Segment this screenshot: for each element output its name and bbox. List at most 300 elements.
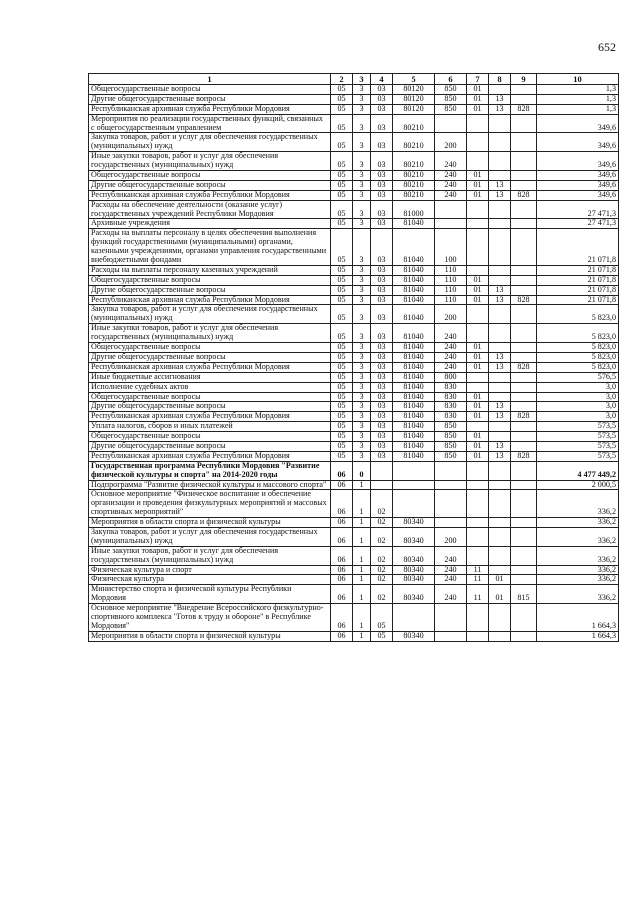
column-header: 3 — [353, 74, 371, 85]
col-4-cell: 03 — [371, 219, 393, 229]
col-2-cell: 05 — [331, 285, 353, 295]
col-7-cell — [467, 324, 489, 343]
col-8-cell — [489, 152, 511, 171]
table-row — [89, 104, 619, 114]
col-4-cell: 05 — [371, 631, 393, 641]
table-row — [89, 480, 619, 490]
row-name: Расходы на обеспечение деятельности (оказание услуг) государственных учреждений Республики Мордовия — [89, 200, 331, 219]
table-row — [89, 631, 619, 641]
col-2-cell: 05 — [331, 402, 353, 412]
row-name: Республиканская архивная служба Республики Мордовия — [89, 104, 331, 114]
col-6-cell: 240 — [435, 585, 467, 604]
col-3-cell: 3 — [353, 229, 371, 266]
col-2-cell: 06 — [331, 546, 353, 565]
col-4-cell: 02 — [371, 527, 393, 546]
col-5-cell: 80340 — [393, 518, 435, 528]
table-row — [89, 352, 619, 362]
col-8-cell — [489, 372, 511, 382]
amount-cell: 336,2 — [537, 546, 619, 565]
col-8-cell — [489, 480, 511, 490]
amount-cell: 21 071,8 — [537, 295, 619, 305]
row-name: Основное мероприятие "Физическое воспитание и обеспечение организации и проведения физкультурных мероприятий и массовых спортивных мероприятий" — [89, 490, 331, 518]
col-2-cell: 05 — [331, 219, 353, 229]
col-3-cell: 3 — [353, 275, 371, 285]
amount-cell: 349,6 — [537, 133, 619, 152]
amount-cell: 573,5 — [537, 432, 619, 442]
col-3-cell: 1 — [353, 565, 371, 575]
col-8-cell — [489, 432, 511, 442]
col-5-cell: 80340 — [393, 527, 435, 546]
col-5-cell: 80120 — [393, 104, 435, 114]
col-6-cell: 850 — [435, 432, 467, 442]
col-4-cell: 03 — [371, 85, 393, 95]
col-8-cell: 13 — [489, 402, 511, 412]
col-6-cell — [435, 219, 467, 229]
row-name: Закупка товаров, работ и услуг для обеспечения государственных (муниципальных) нужд — [89, 305, 331, 324]
col-8-cell: 01 — [489, 575, 511, 585]
col-2-cell: 05 — [331, 441, 353, 451]
col-5-cell: 81040 — [393, 412, 435, 422]
table-row — [89, 275, 619, 285]
col-9-cell — [511, 285, 537, 295]
row-name: Государственная программа Республики Мордовия "Развитие физической культуры и спорта" на 2014-2020 годы — [89, 461, 331, 480]
row-name: Мероприятия по реализации государственных функций, связанных с общегосударственным управлением — [89, 114, 331, 133]
col-8-cell: 13 — [489, 295, 511, 305]
col-5-cell: 81040 — [393, 219, 435, 229]
col-6-cell: 240 — [435, 171, 467, 181]
col-3-cell: 3 — [353, 285, 371, 295]
col-3-cell: 3 — [353, 352, 371, 362]
col-7-cell — [467, 152, 489, 171]
col-8-cell — [489, 275, 511, 285]
col-6-cell: 240 — [435, 190, 467, 200]
col-6-cell — [435, 114, 467, 133]
col-7-cell: 01 — [467, 441, 489, 451]
col-5-cell: 80340 — [393, 575, 435, 585]
budget-table — [88, 73, 619, 642]
col-8-cell — [489, 200, 511, 219]
col-7-cell — [467, 527, 489, 546]
table-row — [89, 565, 619, 575]
col-8-cell: 13 — [489, 285, 511, 295]
col-9-cell — [511, 343, 537, 353]
amount-cell: 21 071,8 — [537, 265, 619, 275]
col-6-cell: 240 — [435, 546, 467, 565]
col-3-cell: 3 — [353, 219, 371, 229]
col-6-cell: 850 — [435, 441, 467, 451]
col-3-cell: 3 — [353, 441, 371, 451]
table-row — [89, 546, 619, 565]
col-5-cell: 81040 — [393, 441, 435, 451]
col-3-cell: 3 — [353, 324, 371, 343]
row-name: Республиканская архивная служба Республики Мордовия — [89, 362, 331, 372]
col-6-cell: 200 — [435, 133, 467, 152]
col-3-cell: 3 — [353, 94, 371, 104]
col-4-cell: 03 — [371, 432, 393, 442]
row-name: Республиканская архивная служба Республики Мордовия — [89, 412, 331, 422]
amount-cell: 5 823,0 — [537, 352, 619, 362]
col-9-cell — [511, 372, 537, 382]
col-3-cell: 1 — [353, 631, 371, 641]
table-header-row — [89, 74, 619, 85]
col-6-cell: 850 — [435, 85, 467, 95]
col-7-cell — [467, 372, 489, 382]
table-row — [89, 190, 619, 200]
amount-cell: 576,5 — [537, 372, 619, 382]
col-4-cell: 03 — [371, 114, 393, 133]
row-name: Иные бюджетные ассигнования — [89, 372, 331, 382]
col-8-cell — [489, 518, 511, 528]
row-name: Другие общегосударственные вопросы — [89, 180, 331, 190]
col-8-cell — [489, 392, 511, 402]
col-2-cell: 05 — [331, 200, 353, 219]
col-9-cell — [511, 527, 537, 546]
col-9-cell — [511, 324, 537, 343]
table-row — [89, 171, 619, 181]
col-6-cell: 200 — [435, 305, 467, 324]
col-5-cell: 81040 — [393, 432, 435, 442]
row-name: Другие общегосударственные вопросы — [89, 441, 331, 451]
col-2-cell: 05 — [331, 392, 353, 402]
col-2-cell: 05 — [331, 422, 353, 432]
col-2-cell: 05 — [331, 85, 353, 95]
col-5-cell: 81040 — [393, 372, 435, 382]
col-2-cell: 05 — [331, 265, 353, 275]
col-5-cell: 80120 — [393, 85, 435, 95]
col-4-cell: 03 — [371, 362, 393, 372]
table-row — [89, 343, 619, 353]
col-6-cell: 850 — [435, 422, 467, 432]
col-5-cell: 80120 — [393, 94, 435, 104]
row-name: Общегосударственные вопросы — [89, 343, 331, 353]
col-5-cell: 80210 — [393, 133, 435, 152]
row-name: Архивные учреждения — [89, 219, 331, 229]
col-7-cell — [467, 305, 489, 324]
amount-cell: 336,2 — [537, 575, 619, 585]
col-6-cell — [435, 200, 467, 219]
col-2-cell: 06 — [331, 631, 353, 641]
col-5-cell: 80210 — [393, 190, 435, 200]
amount-cell: 349,6 — [537, 152, 619, 171]
col-9-cell — [511, 565, 537, 575]
amount-cell: 1 664,3 — [537, 631, 619, 641]
col-7-cell: 01 — [467, 392, 489, 402]
col-7-cell: 01 — [467, 171, 489, 181]
row-name: Основное мероприятие "Внедрение Всероссийского физкультурно-спортивного комплекса "Готов к труду и обороне" в Республике Мордовия" — [89, 604, 331, 632]
col-2-cell: 05 — [331, 229, 353, 266]
col-6-cell: 110 — [435, 285, 467, 295]
table-row — [89, 422, 619, 432]
table-row — [89, 133, 619, 152]
col-7-cell: 11 — [467, 565, 489, 575]
col-5-cell: 80210 — [393, 171, 435, 181]
col-7-cell: 01 — [467, 343, 489, 353]
row-name: Иные закупки товаров, работ и услуг для обеспечения государственных (муниципальных) нужд — [89, 324, 331, 343]
col-3-cell: 3 — [353, 171, 371, 181]
col-9-cell — [511, 133, 537, 152]
col-2-cell: 06 — [331, 461, 353, 480]
col-6-cell — [435, 461, 467, 480]
col-4-cell: 03 — [371, 104, 393, 114]
col-6-cell: 830 — [435, 412, 467, 422]
col-2-cell: 05 — [331, 432, 353, 442]
col-7-cell: 01 — [467, 295, 489, 305]
col-9-cell: 815 — [511, 585, 537, 604]
col-3-cell: 3 — [353, 392, 371, 402]
col-2-cell: 06 — [331, 604, 353, 632]
col-5-cell: 81040 — [393, 229, 435, 266]
row-name: Республиканская архивная служба Республики Мордовия — [89, 295, 331, 305]
col-3-cell: 3 — [353, 265, 371, 275]
col-3-cell: 0 — [353, 461, 371, 480]
amount-cell: 5 823,0 — [537, 305, 619, 324]
col-9-cell — [511, 152, 537, 171]
col-6-cell: 240 — [435, 343, 467, 353]
table-row — [89, 575, 619, 585]
col-7-cell — [467, 133, 489, 152]
col-5-cell: 81040 — [393, 285, 435, 295]
col-2-cell: 05 — [331, 171, 353, 181]
col-7-cell: 01 — [467, 285, 489, 295]
col-2-cell: 06 — [331, 575, 353, 585]
col-3-cell: 1 — [353, 518, 371, 528]
col-5-cell: 81040 — [393, 324, 435, 343]
col-7-cell — [467, 422, 489, 432]
col-7-cell — [467, 604, 489, 632]
col-3-cell: 3 — [353, 422, 371, 432]
col-7-cell — [467, 200, 489, 219]
col-8-cell: 13 — [489, 362, 511, 372]
table-row — [89, 432, 619, 442]
col-5-cell: 81040 — [393, 402, 435, 412]
col-7-cell — [467, 229, 489, 266]
col-8-cell — [489, 114, 511, 133]
row-name: Физическая культура и спорт — [89, 565, 331, 575]
col-3-cell: 1 — [353, 480, 371, 490]
col-4-cell: 03 — [371, 200, 393, 219]
col-9-cell — [511, 480, 537, 490]
amount-cell: 5 823,0 — [537, 343, 619, 353]
col-5-cell: 81040 — [393, 422, 435, 432]
col-5-cell: 81040 — [393, 362, 435, 372]
table-row — [89, 461, 619, 480]
col-9-cell — [511, 402, 537, 412]
col-9-cell: 828 — [511, 190, 537, 200]
col-2-cell: 05 — [331, 412, 353, 422]
table-row — [89, 94, 619, 104]
col-2-cell: 06 — [331, 480, 353, 490]
col-9-cell — [511, 461, 537, 480]
col-2-cell: 05 — [331, 451, 353, 461]
row-name: Расходы на выплаты персоналу казенных учреждений — [89, 265, 331, 275]
col-4-cell: 03 — [371, 441, 393, 451]
col-8-cell — [489, 324, 511, 343]
col-2-cell: 05 — [331, 305, 353, 324]
col-4-cell: 03 — [371, 265, 393, 275]
row-name: Закупка товаров, работ и услуг для обеспечения государственных (муниципальных) нужд — [89, 527, 331, 546]
col-6-cell — [435, 631, 467, 641]
col-6-cell — [435, 604, 467, 632]
row-name: Исполнение судебных актов — [89, 382, 331, 392]
table-row — [89, 229, 619, 266]
col-2-cell: 05 — [331, 275, 353, 285]
col-4-cell: 03 — [371, 305, 393, 324]
col-4-cell: 03 — [371, 343, 393, 353]
amount-cell: 349,6 — [537, 190, 619, 200]
amount-cell: 1,3 — [537, 94, 619, 104]
col-7-cell: 01 — [467, 85, 489, 95]
table-row — [89, 451, 619, 461]
table-row — [89, 324, 619, 343]
col-8-cell — [489, 422, 511, 432]
col-7-cell: 01 — [467, 362, 489, 372]
col-3-cell: 1 — [353, 490, 371, 518]
row-name: Расходы на выплаты персоналу в целях обеспечения выполнения функций государственными (муниципальными) органами, казенными учреждениями, органами управления государственными внебюджетными фондами — [89, 229, 331, 266]
amount-cell: 573,5 — [537, 451, 619, 461]
col-5-cell: 81040 — [393, 305, 435, 324]
col-4-cell: 03 — [371, 133, 393, 152]
col-4-cell: 03 — [371, 229, 393, 266]
col-8-cell — [489, 219, 511, 229]
amount-cell: 573,5 — [537, 441, 619, 451]
col-6-cell: 240 — [435, 152, 467, 171]
col-4-cell: 03 — [371, 451, 393, 461]
col-8-cell: 13 — [489, 104, 511, 114]
col-5-cell: 80340 — [393, 546, 435, 565]
col-8-cell: 13 — [489, 451, 511, 461]
column-header: 8 — [489, 74, 511, 85]
col-6-cell — [435, 480, 467, 490]
column-header: 9 — [511, 74, 537, 85]
col-3-cell: 3 — [353, 432, 371, 442]
col-4-cell: 03 — [371, 372, 393, 382]
col-4-cell: 03 — [371, 285, 393, 295]
col-6-cell: 800 — [435, 372, 467, 382]
col-7-cell — [467, 518, 489, 528]
col-3-cell: 1 — [353, 575, 371, 585]
col-9-cell — [511, 422, 537, 432]
row-name: Общегосударственные вопросы — [89, 432, 331, 442]
row-name: Иные закупки товаров, работ и услуг для обеспечения государственных (муниципальных) нужд — [89, 546, 331, 565]
col-4-cell: 03 — [371, 352, 393, 362]
col-7-cell: 01 — [467, 451, 489, 461]
col-6-cell: 850 — [435, 94, 467, 104]
col-8-cell — [489, 631, 511, 641]
table-row — [89, 200, 619, 219]
col-2-cell: 05 — [331, 362, 353, 372]
row-name: Закупка товаров, работ и услуг для обеспечения государственных (муниципальных) нужд — [89, 133, 331, 152]
col-7-cell: 01 — [467, 412, 489, 422]
col-6-cell — [435, 518, 467, 528]
amount-cell: 336,2 — [537, 518, 619, 528]
col-3-cell: 3 — [353, 114, 371, 133]
table-row — [89, 219, 619, 229]
col-6-cell: 100 — [435, 229, 467, 266]
col-7-cell — [467, 480, 489, 490]
col-2-cell: 05 — [331, 382, 353, 392]
amount-cell: 349,6 — [537, 171, 619, 181]
col-2-cell: 05 — [331, 352, 353, 362]
col-7-cell: 01 — [467, 94, 489, 104]
col-4-cell: 03 — [371, 180, 393, 190]
col-4-cell: 03 — [371, 402, 393, 412]
col-8-cell — [489, 265, 511, 275]
col-9-cell — [511, 352, 537, 362]
col-9-cell — [511, 305, 537, 324]
col-2-cell: 06 — [331, 527, 353, 546]
col-4-cell: 03 — [371, 190, 393, 200]
col-9-cell — [511, 631, 537, 641]
col-5-cell: 81040 — [393, 352, 435, 362]
col-8-cell — [489, 604, 511, 632]
amount-cell: 3,0 — [537, 402, 619, 412]
col-9-cell — [511, 200, 537, 219]
col-4-cell: 03 — [371, 295, 393, 305]
col-8-cell — [489, 171, 511, 181]
col-5-cell — [393, 480, 435, 490]
col-6-cell: 240 — [435, 362, 467, 372]
row-name: Республиканская архивная служба Республики Мордовия — [89, 451, 331, 461]
row-name: Другие общегосударственные вопросы — [89, 94, 331, 104]
amount-cell: 5 823,0 — [537, 324, 619, 343]
col-8-cell: 13 — [489, 190, 511, 200]
amount-cell: 349,6 — [537, 180, 619, 190]
col-5-cell: 81040 — [393, 295, 435, 305]
col-4-cell: 03 — [371, 324, 393, 343]
col-7-cell: 01 — [467, 104, 489, 114]
col-7-cell — [467, 461, 489, 480]
col-2-cell: 05 — [331, 372, 353, 382]
col-6-cell: 240 — [435, 180, 467, 190]
col-7-cell — [467, 382, 489, 392]
col-6-cell: 110 — [435, 275, 467, 285]
col-4-cell: 03 — [371, 171, 393, 181]
col-5-cell — [393, 461, 435, 480]
col-6-cell: 850 — [435, 104, 467, 114]
col-9-cell — [511, 382, 537, 392]
col-8-cell — [489, 133, 511, 152]
column-header: 10 — [537, 74, 619, 85]
col-6-cell: 110 — [435, 295, 467, 305]
col-6-cell: 200 — [435, 527, 467, 546]
col-9-cell — [511, 490, 537, 518]
row-name: Другие общегосударственные вопросы — [89, 285, 331, 295]
row-name: Иные закупки товаров, работ и услуг для обеспечения государственных (муниципальных) нужд — [89, 152, 331, 171]
col-7-cell: 01 — [467, 190, 489, 200]
col-9-cell — [511, 94, 537, 104]
col-7-cell: 01 — [467, 180, 489, 190]
amount-cell: 1,3 — [537, 85, 619, 95]
amount-cell: 336,2 — [537, 565, 619, 575]
col-5-cell — [393, 604, 435, 632]
col-8-cell — [489, 565, 511, 575]
col-5-cell: 80340 — [393, 565, 435, 575]
col-8-cell: 01 — [489, 585, 511, 604]
col-4-cell: 03 — [371, 392, 393, 402]
col-2-cell: 05 — [331, 114, 353, 133]
col-3-cell: 3 — [353, 85, 371, 95]
table-row — [89, 527, 619, 546]
col-7-cell — [467, 490, 489, 518]
col-6-cell: 240 — [435, 575, 467, 585]
table-row — [89, 382, 619, 392]
col-7-cell: 01 — [467, 402, 489, 412]
col-2-cell: 05 — [331, 190, 353, 200]
table-row — [89, 412, 619, 422]
col-9-cell — [511, 518, 537, 528]
col-4-cell: 05 — [371, 604, 393, 632]
table-row — [89, 585, 619, 604]
